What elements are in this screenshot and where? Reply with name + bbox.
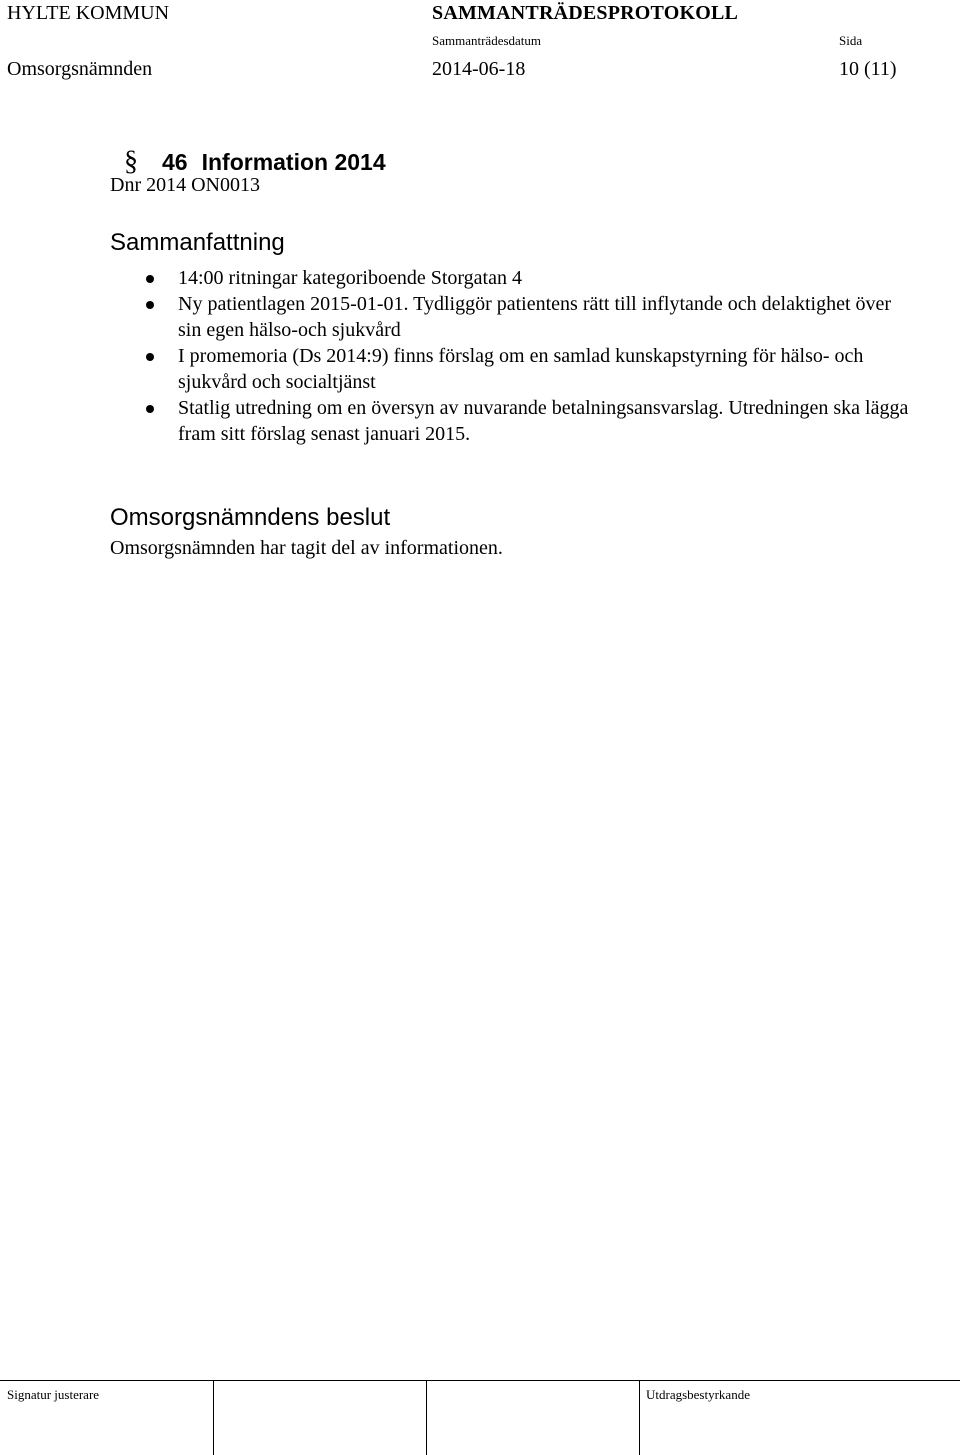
- summary-heading: Sammanfattning: [110, 229, 285, 256]
- organization-name: HYLTE KOMMUN: [7, 2, 170, 24]
- bullet-icon: [146, 353, 154, 361]
- list-item: [178, 291, 918, 343]
- signature-box: [213, 1381, 214, 1455]
- signature-label: Signatur justerare: [7, 1387, 100, 1402]
- meeting-date-label: Sammanträdesdatum: [432, 33, 542, 48]
- page-number: 10 (11): [839, 58, 897, 80]
- list-item-text: 14:00 ritningar kategoriboende Storgatan 4: [178, 267, 522, 289]
- section-number: 46: [162, 149, 188, 175]
- decision-heading: Omsorgsnämndens beslut: [110, 504, 391, 531]
- meeting-date: 2014-06-18: [432, 58, 526, 80]
- signature-box: [426, 1381, 427, 1455]
- document-type: SAMMANTRÄDESPROTOKOLL: [432, 2, 739, 24]
- list-item-text: Statlig utredning om en översyn av nuvarande betalningsansvarslag. Utredningen ska lägga fram sitt förslag senast januari 2015.: [178, 397, 909, 445]
- list-item-text: I promemoria (Ds 2014:9) finns förslag om en samlad kunskapstyrning för hälso- och sjukvård och socialtjänst: [178, 345, 864, 393]
- bullet-icon: [146, 301, 154, 309]
- section-heading: [162, 149, 386, 176]
- list-item: [178, 395, 918, 447]
- extract-label: Utdragsbestyrkande: [646, 1387, 750, 1402]
- bullet-icon: [146, 275, 154, 283]
- section-title: Information 2014: [201, 149, 386, 175]
- paragraph-sign: §: [124, 146, 138, 177]
- list-item: [178, 343, 918, 395]
- page-label: Sida: [839, 33, 863, 48]
- summary-list: [178, 265, 918, 447]
- list-item-text: Ny patientlagen 2015-01-01. Tydliggör patientens rätt till inflytande och delaktighet över sin egen hälso-och sjukvård: [178, 293, 892, 341]
- decision-text: Omsorgsnämnden har tagit del av informationen.: [110, 537, 503, 559]
- signature-footer: [0, 1380, 960, 1455]
- committee-name: Omsorgsnämnden: [7, 58, 153, 80]
- bullet-icon: [146, 405, 154, 413]
- extract-box: [639, 1381, 750, 1455]
- case-number: Dnr 2014 ON0013: [110, 174, 260, 196]
- list-item: [178, 265, 918, 291]
